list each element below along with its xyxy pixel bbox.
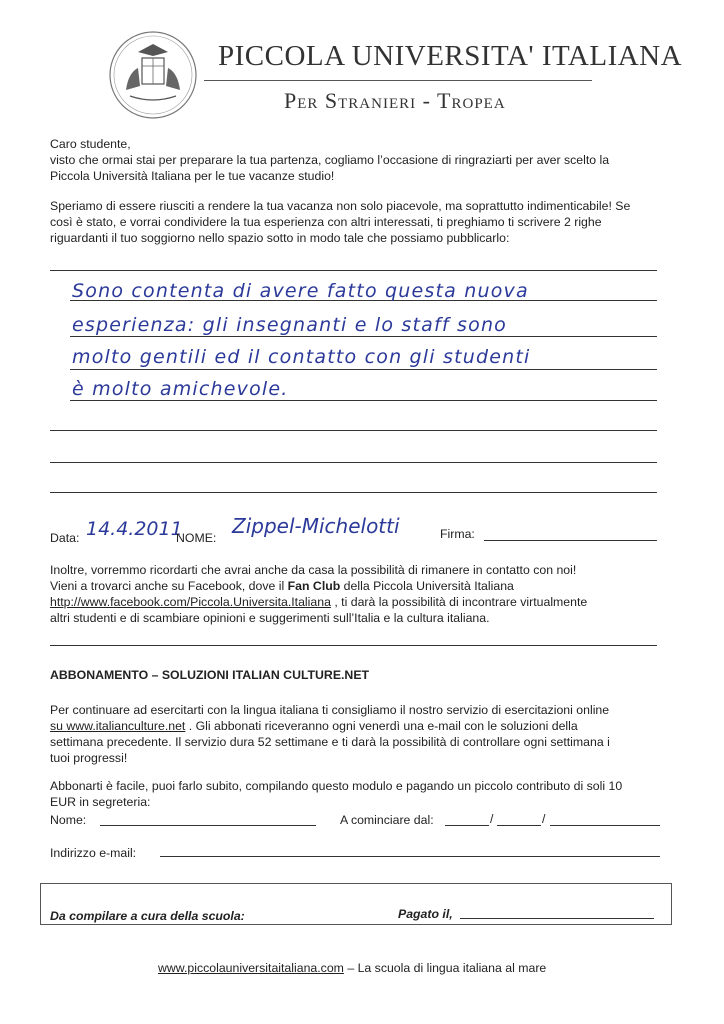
subscriber-name-field[interactable] <box>100 825 316 826</box>
school-title: PICCOLA UNIVERSITA' ITALIANA <box>218 40 683 72</box>
date-value: 14.4.2011 <box>86 518 183 540</box>
subscription-line <box>50 718 680 734</box>
start-year-field[interactable] <box>550 825 660 826</box>
name-label: NOME: <box>176 531 217 545</box>
contact-text: della Piccola Università Italiana <box>340 579 514 593</box>
subscription-heading: ABBONAMENTO – SOLUZIONI ITALIAN CULTURE.NET <box>50 668 370 682</box>
contact-text: , ti darà la possibilità di incontrare virtualmente <box>330 595 588 609</box>
paid-on-field[interactable] <box>460 918 654 919</box>
contact-line <box>50 578 680 594</box>
fan-club-text: Fan Club <box>287 579 341 593</box>
signature-label: Firma: <box>440 527 475 541</box>
intro-line: visto che ormai stai per preparare la tua partenza, cogliamo l’occasione di ringraziarti per aver scelto la <box>50 153 610 167</box>
subscriber-name-label: Nome: <box>50 813 87 827</box>
writing-line <box>50 462 657 463</box>
request-paragraph <box>50 198 680 246</box>
contact-line: Inoltre, vorremmo ricordarti che avrai anche da casa la possibilità di rimanere in contatto con noi! <box>50 563 577 577</box>
section-divider <box>50 645 657 646</box>
writing-line <box>70 400 657 401</box>
writing-line <box>70 369 657 370</box>
intro-paragraph <box>50 136 680 184</box>
date-separator: / <box>490 812 494 826</box>
request-line: Speriamo di essere riusciti a rendere la tua vacanza non solo piacevole, ma soprattutto indimenticabile! Se <box>50 199 631 213</box>
signup-line: EUR in segreteria: <box>50 795 151 809</box>
handwritten-testimonial-line: è molto amichevole. <box>72 378 289 400</box>
intro-line: Piccola Università Italiana per le tue vacanze studio! <box>50 169 335 183</box>
website-link[interactable]: www.piccolauniversitaitaliana.com <box>158 961 344 975</box>
contact-paragraph <box>50 562 680 626</box>
subscription-line: settimana precedente. Il servizio dura 52 settimane e ti darà la possibilità di controllare ogni settimana i <box>50 735 610 749</box>
subscription-text: . Gli abbonati riceveranno ogni venerdì una e-mail con le soluzioni della <box>185 719 578 733</box>
writing-line <box>70 336 657 337</box>
signup-paragraph <box>50 778 680 810</box>
school-subtitle: Per Stranieri - Tropea <box>284 88 506 113</box>
subscription-line: Per continuare ad esercitarti con la lingua italiana ti consigliamo il nostro servizio di esercitazioni online <box>50 703 610 717</box>
date-label: Data: <box>50 531 80 545</box>
contact-line: altri studenti e di scambiare opinioni e suggerimenti sull’Italia e la cultura italiana. <box>50 611 490 625</box>
contact-text: Vieni a trovarci anche su Facebook, dove il <box>50 579 288 593</box>
paid-on-label: Pagato il, <box>398 907 453 921</box>
crest-logo <box>108 30 198 120</box>
start-day-field[interactable] <box>445 825 489 826</box>
handwritten-testimonial-line: Sono contenta di avere fatto questa nuova <box>72 280 529 302</box>
greeting: Caro studente, <box>50 137 131 151</box>
footer <box>158 961 546 975</box>
start-date-label: A cominciare dal: <box>340 813 434 827</box>
school-use-label: Da compilare a cura della scuola: <box>50 909 245 923</box>
writing-line <box>50 430 657 431</box>
name-value: Zippel-Michelotti <box>232 514 400 538</box>
contact-line <box>50 594 680 610</box>
writing-line <box>50 492 657 493</box>
start-month-field[interactable] <box>497 825 541 826</box>
subscription-paragraph <box>50 702 680 766</box>
request-line: riguardanti il tuo soggiorno nello spazio sotto in modo tale che possiamo pubblicarlo: <box>50 231 510 245</box>
signup-line: Abbonarti è facile, puoi farlo subito, compilando questo modulo e pagando un piccolo contributo di soli 10 <box>50 779 623 793</box>
handwritten-testimonial-line: esperienza: gli insegnanti e lo staff sono <box>72 314 508 336</box>
email-label: Indirizzo e-mail: <box>50 846 137 860</box>
writing-line <box>50 270 657 271</box>
subscription-line: tuoi progressi! <box>50 751 128 765</box>
signature-line[interactable] <box>484 540 657 541</box>
title-divider <box>204 80 592 81</box>
email-field[interactable] <box>160 856 660 857</box>
request-line: così è stato, e vorrai condividere la tua esperienza con altri interessati, ti preghiamo ti scrivere 2 righe <box>50 215 602 229</box>
facebook-link[interactable]: http://www.facebook.com/Piccola.Universita.Italiana <box>50 595 331 609</box>
date-separator: / <box>542 812 546 826</box>
footer-tagline: – La scuola di lingua italiana al mare <box>343 961 547 975</box>
italianculture-link[interactable]: su www.italianculture.net <box>50 719 186 733</box>
handwritten-testimonial-line: molto gentili ed il contatto con gli studenti <box>72 346 531 368</box>
